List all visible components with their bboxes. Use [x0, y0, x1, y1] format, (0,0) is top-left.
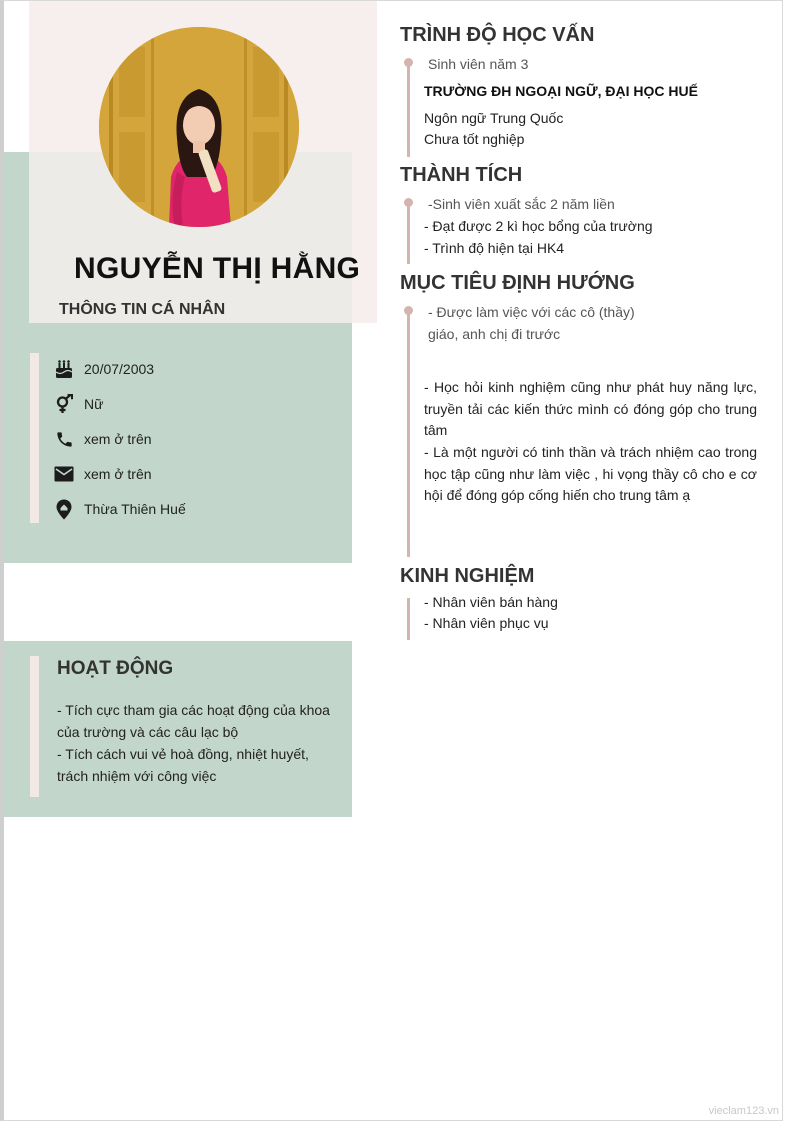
education-timeline-line: [407, 62, 410, 157]
education-title: TRÌNH ĐỘ HỌC VẤN: [400, 24, 595, 46]
birthday-cake-icon: [54, 359, 74, 379]
activities-text: [57, 699, 337, 787]
email-icon: [54, 464, 74, 484]
contact-row-email: [54, 463, 152, 485]
experience-item: - Nhân viên phục vụ: [424, 615, 549, 631]
achievement-item: -Sinh viên xuất sắc 2 năm liền: [428, 196, 615, 212]
activities-line: - Tích cực tham gia các hoạt động của khoa của trường và các câu lạc bộ: [57, 702, 330, 740]
education-status: Chưa tốt nghiệp: [424, 131, 525, 147]
objective-intro: giáo, anh chị đi trước: [428, 326, 561, 342]
activities-line: - Tích cách vui vẻ hoà đồng, nhiệt huyết, trách nhiệm với công việc: [57, 746, 309, 784]
education-period: Sinh viên năm 3: [428, 56, 529, 72]
activities-title: HOẠT ĐỘNG: [57, 658, 174, 679]
birth-date: 20/07/2003: [84, 361, 155, 377]
location-value: Thừa Thiên Huế: [84, 501, 186, 517]
email-value: xem ở trên: [84, 466, 152, 482]
education-major: Ngôn ngữ Trung Quốc: [424, 110, 564, 126]
candidate-name: NGUYỄN THỊ HẰNG: [74, 252, 361, 285]
achievements-title: THÀNH TÍCH: [400, 164, 523, 186]
contact-row-birthday: [54, 358, 154, 380]
experience-timeline-line: [407, 598, 410, 640]
objective-paragraph: - Là một người có tinh thần và trách nhiệm cao trong học tập cũng như làm việc , hi vọng thầy cô cho e cơ hội để đóng góp cống hiến cho trung tâm ạ: [424, 444, 757, 504]
experience-title: KINH NGHIỆM: [400, 565, 535, 587]
achievement-item: - Trình độ hiện tại HK4: [424, 240, 565, 256]
objective-paragraph: - Học hỏi kinh nghiệm cũng như phát huy năng lực, truyền tải các kiến thức mình có đóng góp cho trung tâm: [424, 379, 757, 439]
phone-icon: [54, 429, 74, 449]
education-school: TRƯỜNG ĐH NGOẠI NGỮ, ĐẠI HỌC HUẾ: [424, 83, 698, 99]
activities-accent-bar: [30, 656, 39, 797]
contact-row-gender: [54, 393, 103, 415]
contact-row-phone: [54, 428, 152, 450]
profile-photo: [99, 27, 299, 227]
location-icon: [54, 499, 74, 519]
gender-icon: [54, 394, 74, 414]
phone-value: xem ở trên: [84, 431, 152, 447]
objective-intro: - Được làm việc với các cô (thầy): [428, 304, 635, 320]
objective-timeline-line: [407, 310, 410, 557]
personal-info-heading: THÔNG TIN CÁ NHÂN: [59, 301, 226, 318]
experience-item: - Nhân viên bán hàng: [424, 594, 558, 610]
objective-title: MỤC TIÊU ĐỊNH HƯỚNG: [400, 272, 635, 294]
contact-accent-bar: [30, 353, 39, 523]
contact-row-location: [54, 498, 186, 520]
achievement-item: - Đạt được 2 kì học bổng của trường: [424, 218, 653, 234]
site-watermark: vieclam123.vn: [708, 1105, 779, 1117]
achievements-timeline-line: [407, 202, 410, 264]
gender-value: Nữ: [84, 396, 104, 412]
